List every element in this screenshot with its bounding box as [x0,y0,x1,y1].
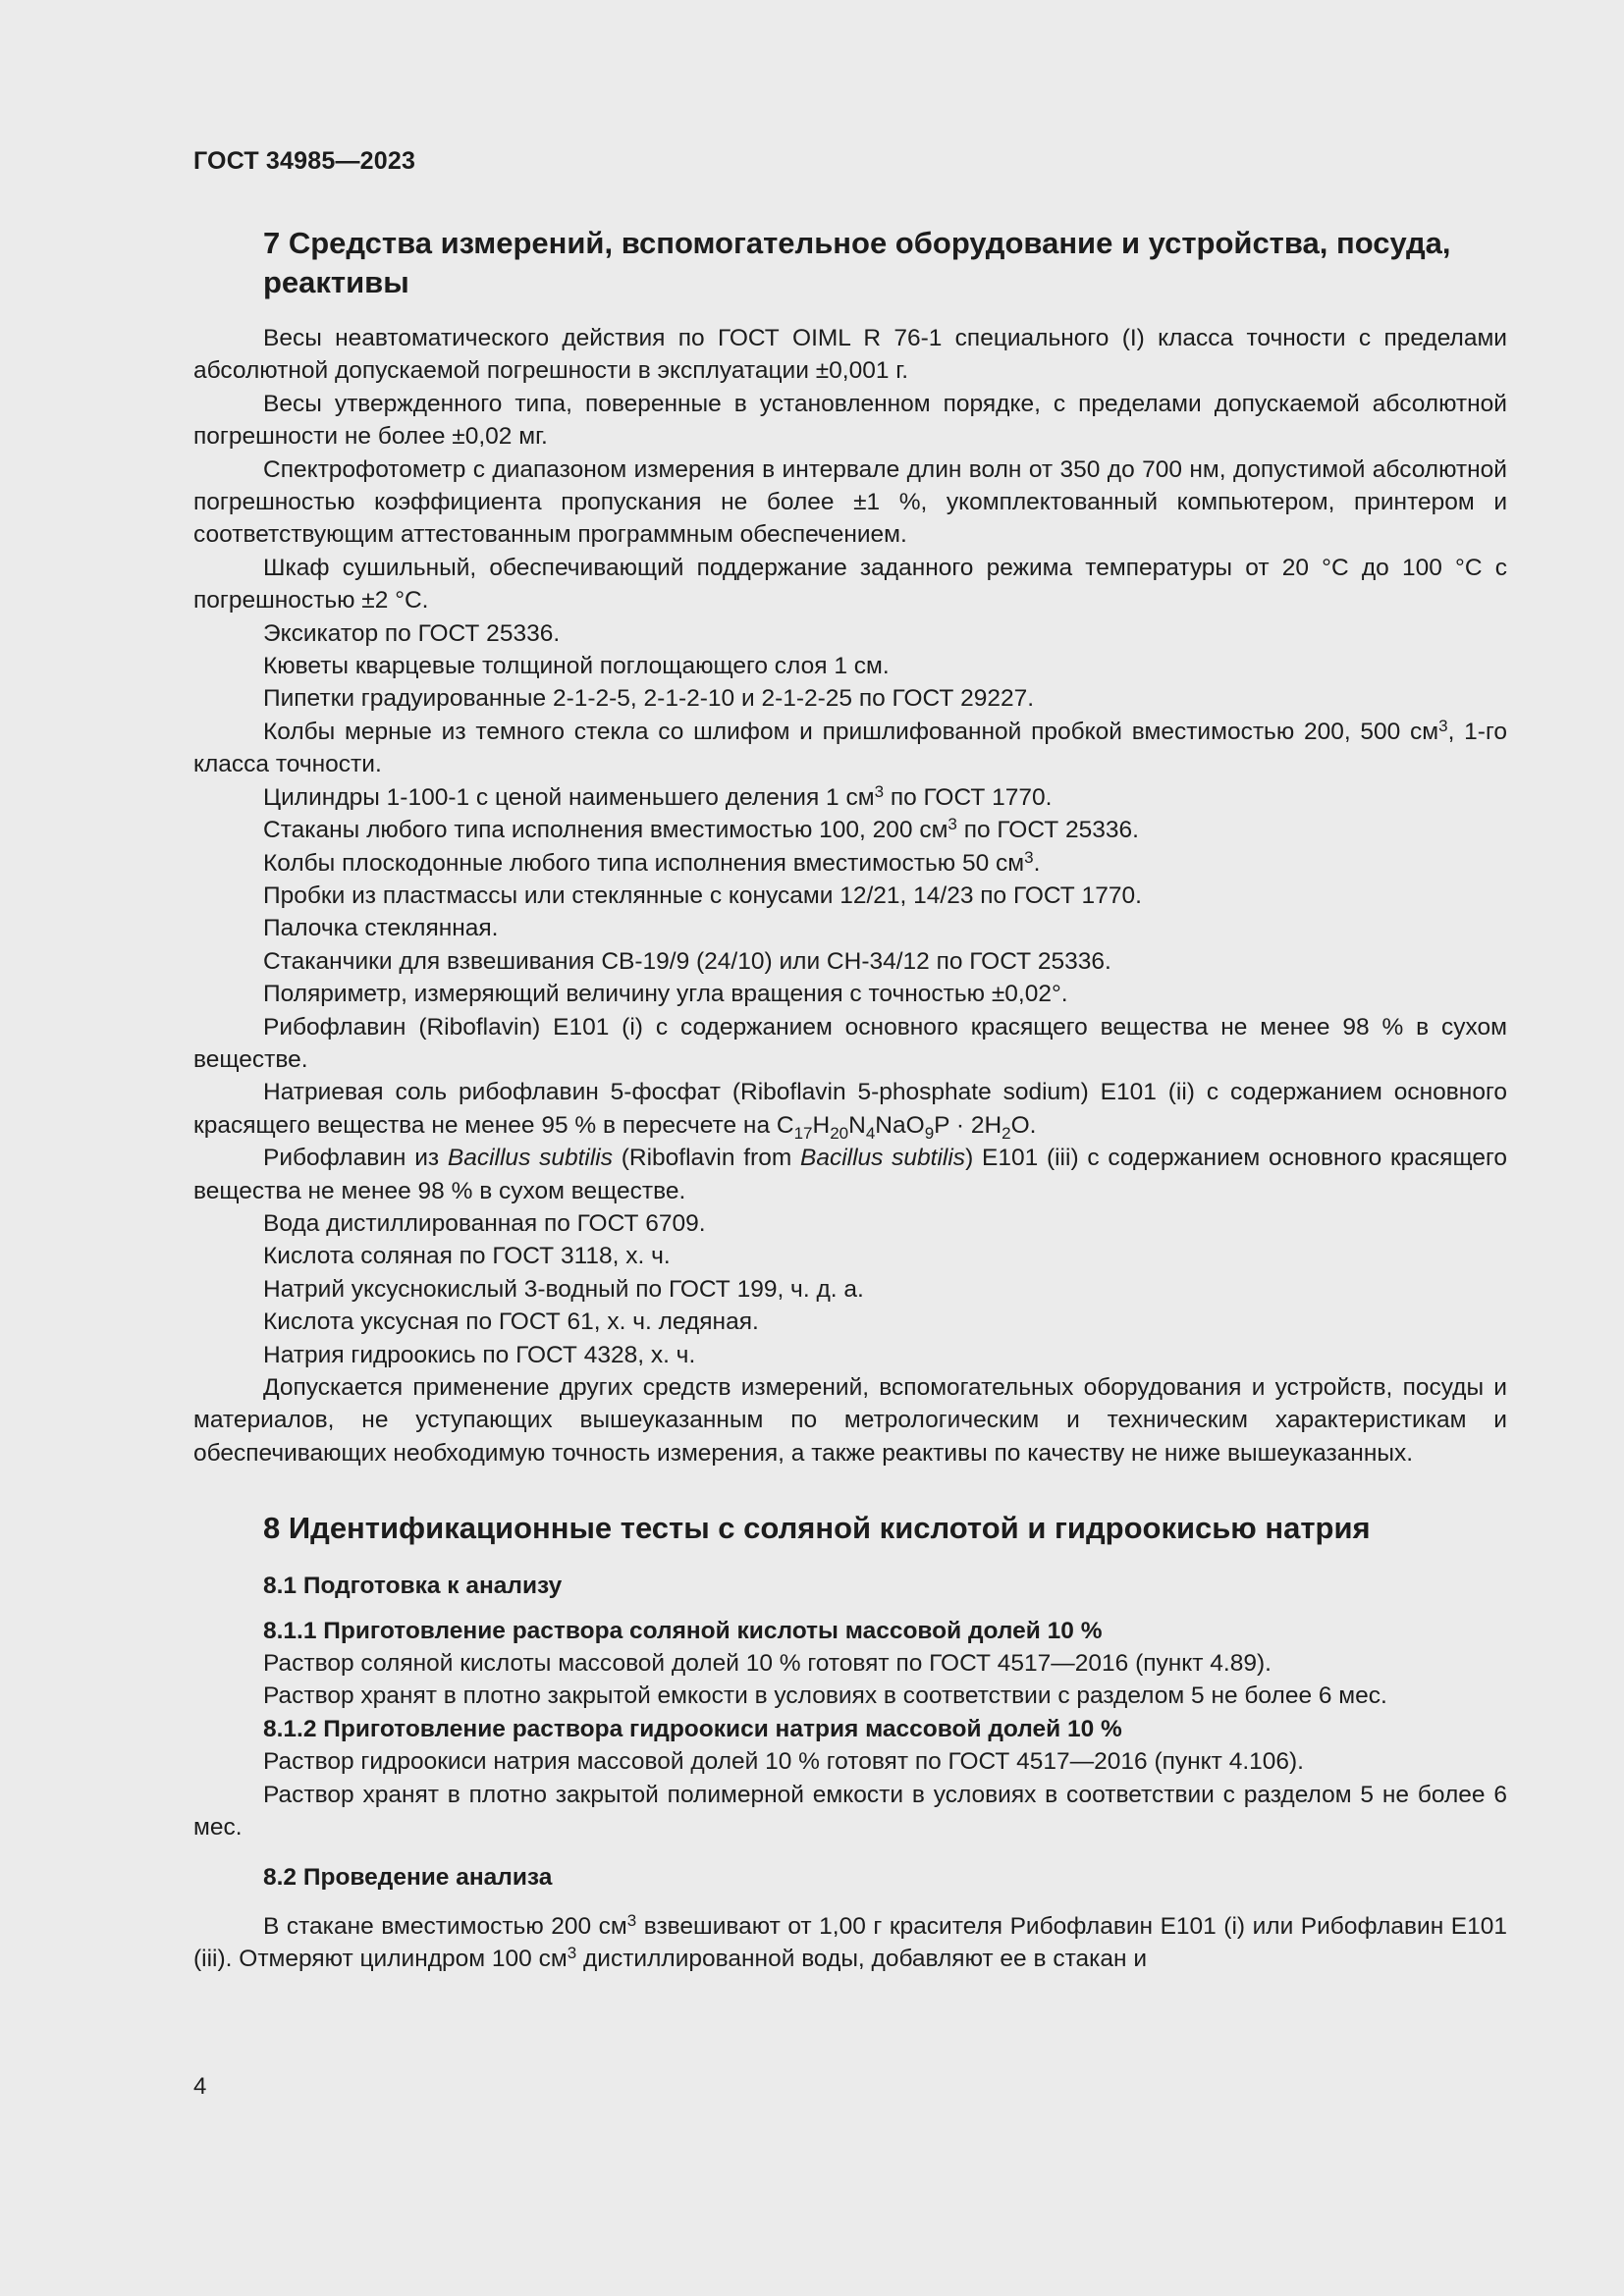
subscript: 20 [830,1123,849,1143]
paragraph: Кислота соляная по ГОСТ 3118, х. ч. [263,1243,671,1270]
paragraph: Натрия гидроокись по ГОСТ 4328, х. ч. [263,1341,696,1368]
text-run: по ГОСТ 25336. [956,817,1139,844]
text-run: Натриевая соль рибофлавин 5-фосфат (Riboflavin 5-phosphate sodium) Е101 (ii) с содержанием основного красящего вещества не менее 95 % в пересчете на C [193,1079,1507,1139]
paragraph: Палочка стеклянная. [263,915,499,942]
superscript: 3 [874,781,885,801]
text-run: по ГОСТ 1770. [884,783,1053,811]
paragraph: Натрий уксуснокислый 3-водный по ГОСТ 199, ч. д. а. [263,1275,864,1303]
paragraph: Раствор гидроокиси натрия массовой долей 10 % готовят по ГОСТ 4517—2016 (пункт 4.106). [263,1748,1304,1776]
superscript: 3 [567,1944,577,1963]
paragraph [193,781,1507,814]
paragraph [193,847,1507,880]
paragraph: Допускается применение других средств измерений, вспомогательных оборудования и устройств, посуды и материалов, не уступающих вышеуказанным по метрологическим и техническим характеристикам и обеспечивающих необходимую точность измерения, а также реактивы по качеству не ниже вышеуказанных. [193,1374,1507,1467]
text-run: В стакане вместимостью 200 см [263,1912,627,1940]
paragraph: Пробки из пластмассы или стеклянные с конусами 12/21, 14/23 по ГОСТ 1770. [263,881,1142,909]
text-run: Колбы мерные из темного стекла со шлифом и пришлифованной пробкой вместимостью 200, 500 см [263,718,1439,745]
paragraph [193,716,1507,781]
text-run: . [1033,849,1041,877]
subsection-8-1-title: 8.1 Подготовка к анализу [263,1573,563,1600]
italic-species-name: Bacillus subtilis [447,1145,613,1172]
text-run: Цилиндры 1-100-1 с ценой наименьшего деления 1 см [263,783,875,811]
paragraph: Весы неавтоматического действия по ГОСТ OIML R 76-1 специального (I) класса точности с пределами абсолютной допускаемой погрешности в эксплуатации ±0,001 г. [193,325,1507,385]
italic-species-name: Bacillus subtilis [799,1145,966,1172]
section-7-title: 7 Средства измерений, вспомогательное оборудование и устройства, посуда, реактивы [263,226,1451,299]
text-run: взвешивают от 1,00 г красителя Рибофлавин Е101 (i) или Рибофлавин Е101 (iii). Отмеряют цилиндром 100 см [193,1912,1507,1973]
paragraph: Раствор хранят в плотно закрытой емкости в условиях в соответствии с разделом 5 не более 6 мес. [263,1682,1387,1710]
superscript: 3 [626,1910,637,1930]
paragraph: Вода дистиллированная по ГОСТ 6709. [263,1209,706,1237]
paragraph: Шкаф сушильный, обеспечивающий поддержание заданного режима температуры от 20 °С до 100 °С с погрешностью ±2 °С. [193,554,1507,614]
text-run: Колбы плоскодонные любого типа исполнения вместимостью 50 см [263,849,1025,877]
paragraph: Кюветы кварцевые толщиной поглощающего слоя 1 см. [263,653,890,680]
paragraph: Кислота уксусная по ГОСТ 61, х. ч. ледяная. [263,1308,759,1336]
paragraph: Раствор хранят в плотно закрытой полимерной емкости в условиях в соответствии с разделом 5 не более 6 мес. [193,1781,1507,1842]
subsection-8-2-title: 8.2 Проведение анализа [263,1864,553,1892]
superscript: 3 [1438,716,1448,735]
page-content [193,224,1507,1976]
text-run: Стаканы любого типа исполнения вместимостью 100, 200 см [263,817,948,844]
paragraph: Раствор соляной кислоты массовой долей 10 % готовят по ГОСТ 4517—2016 (пункт 4.89). [263,1650,1272,1678]
page-number: 4 [193,2073,207,2100]
text-run: N [848,1111,866,1139]
text-run: P · 2H [934,1111,1002,1139]
subsection-8-1-2-title: 8.1.2 Приготовление раствора гидроокиси натрия массовой долей 10 % [263,1715,1122,1742]
superscript: 3 [947,815,957,834]
superscript: 3 [1024,847,1034,867]
paragraph: Эксикатор по ГОСТ 25336. [263,619,561,647]
paragraph: Рибофлавин (Riboflavin) Е101 (i) с содержанием основного красящего вещества не менее 98 % в сухом веществе. [193,1013,1507,1073]
paragraph: Стаканчики для взвешивания СВ-19/9 (24/10) или СН-34/12 по ГОСТ 25336. [263,947,1111,975]
text-run: H [812,1111,831,1139]
subsection-8-1-1-title: 8.1.1 Приготовление раствора соляной кислоты массовой долей 10 % [263,1617,1103,1644]
paragraph [193,814,1507,846]
subscript: 9 [924,1123,935,1143]
text-run: Рибофлавин из [263,1145,448,1172]
paragraph: Пипетки градуированные 2-1-2-5, 2-1-2-10 и 2-1-2-25 по ГОСТ 29227. [263,685,1035,713]
paragraph: Спектрофотометр с диапазоном измерения в интервале длин волн от 350 до 700 нм, допустимой абсолютной погрешностью коэффициента пропускания не более ±1 %, укомплектованный компьютером, принтером и соответствующим аттестованным программным обеспечением. [193,455,1507,549]
text-run: ) Е101 (iii) с содержанием основного красящего вещества не менее 98 % в сухом веществе. [193,1145,1507,1204]
paragraph [193,1076,1507,1142]
text-run: (Riboflavin from [612,1145,800,1172]
text-run: O. [1010,1111,1037,1139]
subscript: 2 [1001,1123,1011,1143]
text-run: , 1-го класса точности. [193,718,1507,778]
paragraph: Поляриметр, измеряющий величину угла вращения с точностью ±0,02°. [263,981,1068,1008]
subscript: 4 [865,1123,876,1143]
text-run: NaO [875,1111,925,1139]
paragraph: Весы утвержденного типа, поверенные в установленном порядке, с пределами допускаемой абсолютной погрешности не более ±0,02 мг. [193,390,1507,451]
paragraph [193,1910,1507,1976]
document-header: ГОСТ 34985—2023 [193,147,416,175]
text-run: дистиллированной воды, добавляют ее в стакан и [576,1946,1148,1973]
subscript: 17 [793,1123,813,1143]
paragraph [193,1142,1507,1207]
section-8-title: 8 Идентификационные тесты с соляной кислотой и гидроокисью натрия [263,1511,1371,1546]
